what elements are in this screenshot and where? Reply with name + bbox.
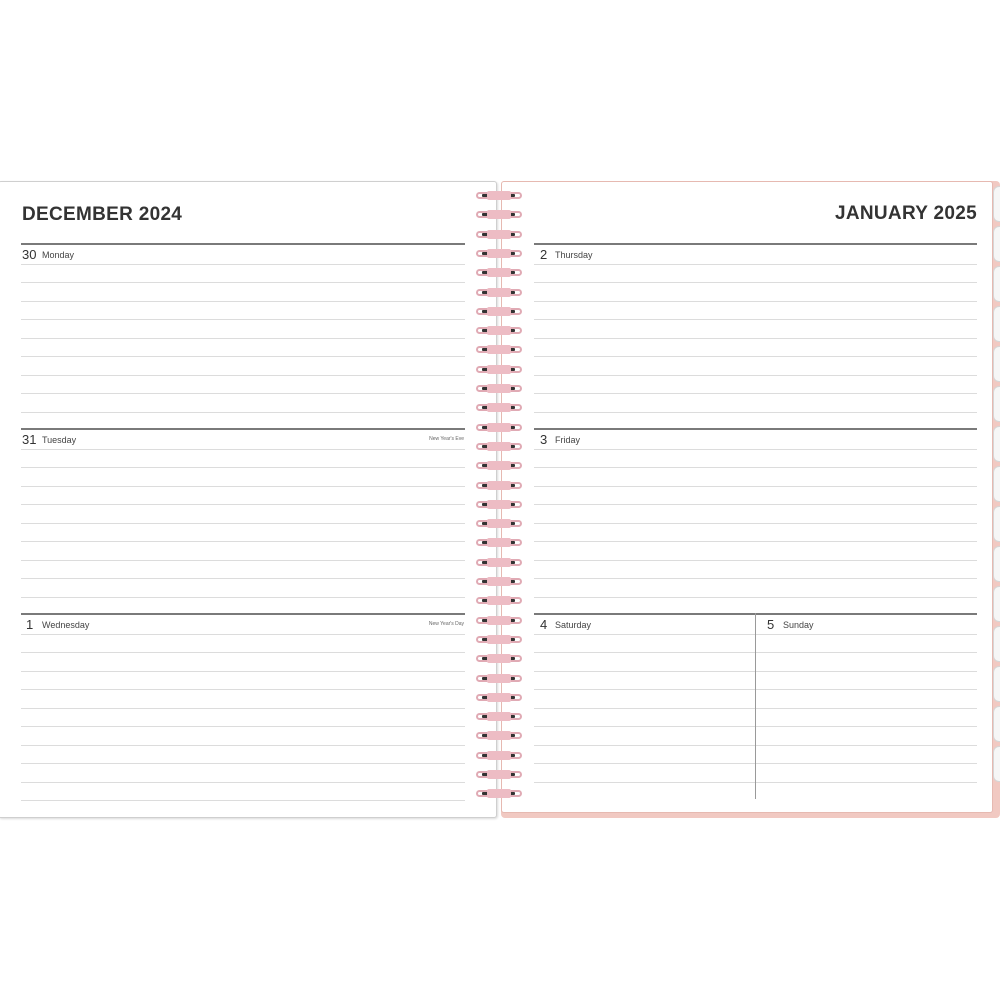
spiral-coil: [475, 595, 523, 607]
day-number: 4: [540, 617, 548, 632]
spiral-coil: [475, 480, 523, 492]
writing-line: [756, 708, 977, 709]
writing-line: [756, 763, 977, 764]
month-tab[interactable]: [993, 426, 1000, 462]
spiral-coil: [475, 499, 523, 511]
day-section-monday[interactable]: [21, 243, 465, 428]
writing-line: [21, 597, 465, 598]
spiral-coil: [475, 402, 523, 414]
writing-line: [21, 634, 465, 635]
spiral-coil: [475, 673, 523, 685]
writing-line: [21, 264, 465, 265]
day-section-sunday[interactable]: [756, 613, 977, 799]
writing-line: [534, 763, 755, 764]
month-tab[interactable]: [993, 546, 1000, 582]
writing-line: [21, 763, 465, 764]
spiral-coil: [475, 325, 523, 337]
spiral-coil: [475, 750, 523, 762]
day-name: Saturday: [555, 620, 592, 630]
spiral-coil: [475, 364, 523, 376]
writing-line: [21, 541, 465, 542]
holiday-label: New Year's Day: [428, 621, 464, 627]
day-section-saturday[interactable]: [534, 613, 755, 799]
month-tab[interactable]: [993, 466, 1000, 502]
day-name: Friday: [555, 435, 581, 445]
day-section-wednesday[interactable]: [21, 613, 465, 799]
month-tab[interactable]: [993, 346, 1000, 382]
spiral-coil: [475, 769, 523, 781]
writing-line: [534, 597, 977, 598]
spiral-coil: [475, 576, 523, 588]
writing-line: [534, 338, 977, 339]
month-tab[interactable]: [993, 306, 1000, 342]
writing-line: [534, 393, 977, 394]
spiral-coil: [475, 460, 523, 472]
month-tab[interactable]: [993, 186, 1000, 222]
writing-line: [21, 338, 465, 339]
writing-line: [756, 782, 977, 783]
writing-line: [534, 264, 977, 265]
left-month-title: DECEMBER 2024: [22, 204, 183, 225]
month-tab[interactable]: [993, 586, 1000, 622]
writing-line: [21, 745, 465, 746]
writing-line: [534, 319, 977, 320]
day-number: 1: [26, 617, 34, 632]
holiday-label: New Year's Eve: [429, 436, 464, 442]
writing-line: [21, 467, 465, 468]
day-number: 3: [540, 432, 548, 447]
writing-line: [756, 689, 977, 690]
spiral-coil: [475, 615, 523, 627]
spiral-coil: [475, 653, 523, 665]
day-number: 5: [767, 617, 775, 632]
spiral-coil: [475, 248, 523, 260]
writing-line: [21, 356, 465, 357]
writing-line: [534, 356, 977, 357]
day-number: 31: [22, 432, 37, 447]
writing-line: [756, 652, 977, 653]
writing-line: [21, 726, 465, 727]
writing-line: [21, 671, 465, 672]
writing-line: [534, 282, 977, 283]
right-month-title: JANUARY 2025: [835, 203, 977, 224]
writing-line: [756, 745, 977, 746]
writing-line: [21, 375, 465, 376]
writing-line: [534, 652, 755, 653]
writing-line: [21, 282, 465, 283]
spiral-coil: [475, 383, 523, 395]
month-tab[interactable]: [993, 386, 1000, 422]
writing-line: [21, 449, 465, 450]
writing-line: [534, 708, 755, 709]
writing-line: [21, 486, 465, 487]
writing-line: [21, 523, 465, 524]
spiral-coil: [475, 344, 523, 356]
spiral-coil: [475, 692, 523, 704]
writing-line: [534, 782, 755, 783]
writing-line: [21, 689, 465, 690]
spiral-coil: [475, 209, 523, 221]
spiral-coil: [475, 441, 523, 453]
day-section-thursday[interactable]: [534, 243, 977, 428]
spiral-coil: [475, 730, 523, 742]
spiral-coil: [475, 518, 523, 530]
spiral-coil: [475, 788, 523, 800]
spiral-coil: [475, 267, 523, 279]
spiral-coil: [475, 287, 523, 299]
writing-line: [534, 745, 755, 746]
writing-line: [534, 486, 977, 487]
writing-line: [21, 412, 465, 413]
day-number: 30: [22, 247, 37, 262]
writing-line: [534, 560, 977, 561]
writing-line: [534, 449, 977, 450]
writing-line: [21, 319, 465, 320]
spiral-coil: [475, 557, 523, 569]
month-tab[interactable]: [993, 666, 1000, 702]
spiral-coil: [475, 229, 523, 241]
writing-line: [21, 393, 465, 394]
writing-line: [534, 578, 977, 579]
writing-line: [534, 541, 977, 542]
writing-line: [534, 726, 755, 727]
day-name: Sunday: [783, 620, 814, 630]
spiral-coil: [475, 306, 523, 318]
month-tab[interactable]: [993, 506, 1000, 542]
day-number: 2: [540, 247, 548, 262]
spiral-coil: [475, 190, 523, 202]
writing-line: [21, 560, 465, 561]
writing-line: [21, 578, 465, 579]
month-tab[interactable]: [993, 706, 1000, 742]
writing-line: [534, 412, 977, 413]
month-tab[interactable]: [993, 226, 1000, 262]
spiral-coil: [475, 537, 523, 549]
writing-line: [21, 301, 465, 302]
spiral-coil: [475, 634, 523, 646]
writing-line: [21, 782, 465, 783]
writing-line: [756, 671, 977, 672]
writing-line: [534, 671, 755, 672]
writing-line: [756, 634, 977, 635]
spiral-binding: [475, 190, 525, 810]
writing-line: [534, 375, 977, 376]
spiral-coil: [475, 711, 523, 723]
writing-line: [534, 467, 977, 468]
writing-line: [534, 504, 977, 505]
writing-line: [534, 301, 977, 302]
writing-line: [756, 726, 977, 727]
day-section-friday[interactable]: [534, 428, 977, 613]
spiral-coil: [475, 422, 523, 434]
writing-line: [21, 708, 465, 709]
day-name: Monday: [42, 250, 75, 260]
day-name: Tuesday: [42, 435, 77, 445]
month-tab[interactable]: [993, 626, 1000, 662]
day-name: Thursday: [555, 250, 593, 260]
month-tab[interactable]: [993, 746, 1000, 782]
day-section-tuesday[interactable]: [21, 428, 465, 613]
writing-line: [21, 652, 465, 653]
writing-line: [534, 689, 755, 690]
day-name: Wednesday: [42, 620, 90, 630]
writing-line: [21, 800, 465, 801]
writing-line: [534, 634, 755, 635]
month-tab[interactable]: [993, 266, 1000, 302]
writing-line: [21, 504, 465, 505]
writing-line: [534, 523, 977, 524]
